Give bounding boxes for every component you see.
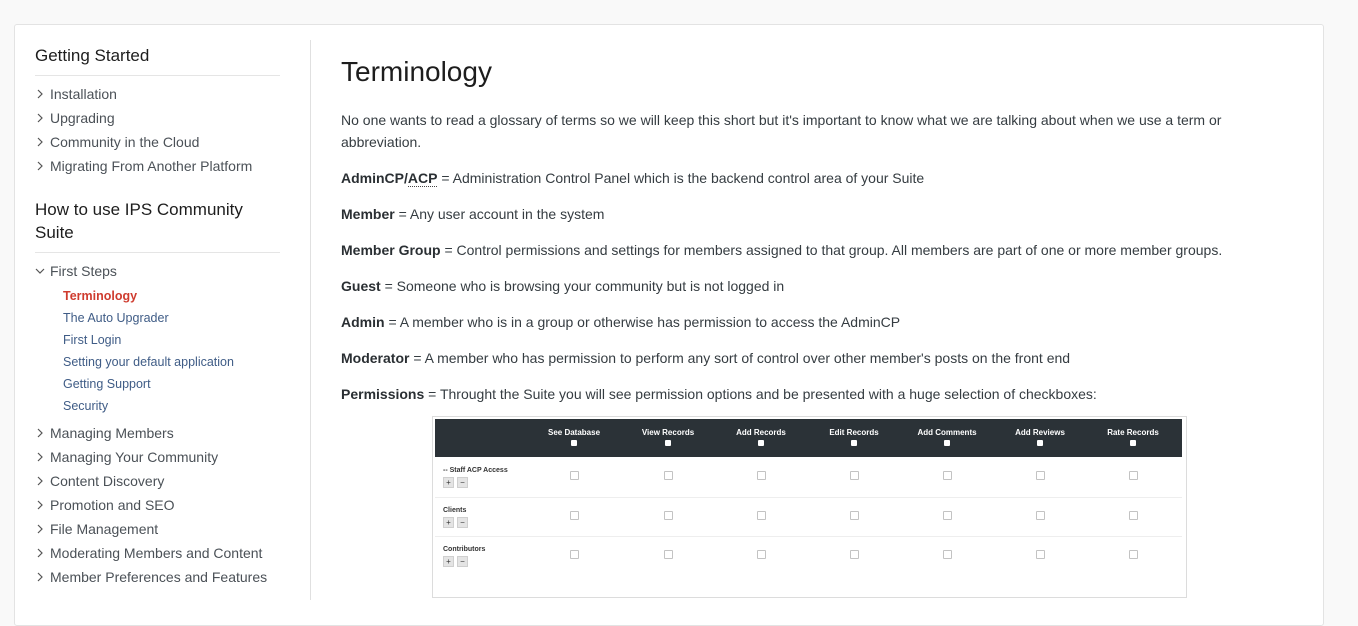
page-title: Terminology <box>341 56 492 87</box>
sidebar-item-label: First Steps <box>50 263 117 279</box>
permission-column-header <box>902 428 992 446</box>
term-name: Member Group <box>341 242 441 258</box>
sidebar-item-label: Migrating From Another Platform <box>50 158 253 174</box>
permission-row-label: -- Staff ACP Access <box>443 467 508 474</box>
term-definition: = Someone who is browsing your community but is not logged in <box>380 278 785 294</box>
chevron-right-icon <box>34 154 46 178</box>
row-select-all-button[interactable]: + <box>443 556 454 567</box>
row-deselect-all-button[interactable]: − <box>457 556 468 567</box>
permission-checkbox[interactable] <box>757 511 766 520</box>
sidebar-item-community-cloud[interactable] <box>50 130 280 154</box>
term-name: Member <box>341 206 395 222</box>
permission-checkbox[interactable] <box>850 550 859 559</box>
term-definition: = A member who is in a group or otherwise has permission to access the AdminCP <box>384 314 901 330</box>
sidebar-subitem-security[interactable]: Security <box>63 399 109 413</box>
permission-column-label: Add Records <box>736 428 786 437</box>
permission-matrix-image <box>432 416 1187 598</box>
permission-checkbox[interactable] <box>1036 471 1045 480</box>
sidebar-subitem-first-login[interactable]: First Login <box>63 333 122 347</box>
first-steps-sublist <box>50 283 280 421</box>
permission-checkbox[interactable] <box>664 471 673 480</box>
permission-row-label: Clients <box>443 507 467 514</box>
permission-checkbox[interactable] <box>570 471 579 480</box>
permission-checkbox[interactable] <box>1129 511 1138 520</box>
term-member-group <box>341 239 1241 261</box>
sidebar-item-label: File Management <box>50 521 159 537</box>
intro-paragraph: No one wants to read a glossary of terms so we will keep this short but it's important to know what we are talking about when we use a term or abbreviation. <box>341 112 1222 150</box>
permission-checkbox[interactable] <box>664 511 673 520</box>
permission-checkbox[interactable] <box>1129 471 1138 480</box>
term-name <box>341 170 437 187</box>
sidebar-item-managing-community[interactable] <box>50 445 280 469</box>
permission-row-label: Contributors <box>443 546 486 553</box>
sidebar-subitem-auto-upgrader[interactable]: The Auto Upgrader <box>63 311 169 325</box>
sidebar-nav <box>35 44 280 589</box>
sidebar-item-label: Moderating Members and Content <box>50 545 263 561</box>
sidebar-item-upgrading[interactable] <box>50 106 280 130</box>
sidebar-item-label: Promotion and SEO <box>50 497 175 513</box>
column-select-all-checkbox[interactable] <box>851 440 857 446</box>
term-guest <box>341 275 1241 297</box>
permission-checkbox[interactable] <box>943 550 952 559</box>
sidebar-item-label: Managing Your Community <box>50 449 219 465</box>
permission-checkbox[interactable] <box>943 471 952 480</box>
column-select-all-checkbox[interactable] <box>665 440 671 446</box>
chevron-right-icon <box>34 493 46 517</box>
how-to-use-list <box>35 259 280 589</box>
permission-column-header <box>623 428 713 446</box>
row-deselect-all-button[interactable]: − <box>457 477 468 488</box>
chevron-right-icon <box>34 445 46 469</box>
permission-checkbox[interactable] <box>757 550 766 559</box>
chevron-right-icon <box>34 565 46 589</box>
permission-checkbox[interactable] <box>570 550 579 559</box>
sidebar-item-installation[interactable] <box>50 82 280 106</box>
permission-checkbox[interactable] <box>570 511 579 520</box>
permission-checkbox[interactable] <box>1129 550 1138 559</box>
row-select-all-button[interactable]: + <box>443 477 454 488</box>
chevron-right-icon <box>34 130 46 154</box>
chevron-down-icon <box>34 259 46 283</box>
sidebar-item-label: Managing Members <box>50 425 174 441</box>
permission-column-header <box>809 428 899 446</box>
sidebar-item-label: Upgrading <box>50 110 115 126</box>
chevron-right-icon <box>34 82 46 106</box>
column-select-all-checkbox[interactable] <box>1130 440 1136 446</box>
chevron-right-icon <box>34 469 46 493</box>
permission-checkbox[interactable] <box>850 471 859 480</box>
article-content <box>341 52 1241 419</box>
row-separator <box>435 536 1182 537</box>
term-name: Permissions <box>341 386 425 402</box>
term-name: Guest <box>341 278 381 294</box>
permission-column-label: View Records <box>641 428 695 437</box>
chevron-right-icon <box>34 541 46 565</box>
term-definition: = Administration Control Panel which is the backend control area of your Suite <box>437 170 925 186</box>
permission-checkbox[interactable] <box>1036 550 1045 559</box>
row-separator <box>435 497 1182 498</box>
sidebar-item-file-management[interactable] <box>50 517 280 541</box>
column-select-all-checkbox[interactable] <box>758 440 764 446</box>
row-toggle-buttons <box>443 556 468 567</box>
sidebar-subitem-default-application[interactable]: Setting your default application <box>63 355 234 369</box>
chevron-right-icon <box>34 421 46 445</box>
sidebar-item-label: Member Preferences and Features <box>50 569 268 585</box>
term-member <box>341 203 1241 225</box>
column-select-all-checkbox[interactable] <box>571 440 577 446</box>
getting-started-list <box>35 82 280 178</box>
term-name: Moderator <box>341 350 410 366</box>
sidebar-item-migrating[interactable] <box>50 154 280 178</box>
sidebar-item-promotion-seo[interactable] <box>50 493 280 517</box>
term-permissions <box>341 383 1241 405</box>
term-name: Admin <box>341 314 385 330</box>
term-name-part: AdminCP/ <box>341 170 408 186</box>
sidebar-item-member-preferences[interactable] <box>50 565 280 589</box>
permission-checkbox[interactable] <box>1036 511 1045 520</box>
permission-column-label: Edit Records <box>829 428 879 437</box>
sidebar-subitem-terminology[interactable]: Terminology <box>63 289 138 303</box>
permission-checkbox[interactable] <box>757 471 766 480</box>
permission-column-header <box>716 428 806 446</box>
term-definition: = Any user account in the system <box>394 206 605 222</box>
column-select-all-checkbox[interactable] <box>944 440 950 446</box>
term-definition: = A member who has permission to perform any sort of control over other member's posts on the front end <box>409 350 1071 366</box>
permission-checkbox[interactable] <box>850 511 859 520</box>
term-admin <box>341 311 1241 333</box>
term-moderator <box>341 347 1241 369</box>
abbr-acp: ACP <box>407 170 438 186</box>
permission-column-label: See Database <box>547 428 601 437</box>
permission-checkbox[interactable] <box>943 511 952 520</box>
sidebar-item-label: Content Discovery <box>50 473 165 489</box>
row-toggle-buttons <box>443 517 468 528</box>
sidebar-subitem-getting-support[interactable]: Getting Support <box>63 377 151 391</box>
permission-column-header <box>529 428 619 446</box>
permission-column-header <box>1088 428 1178 446</box>
term-definition: = Control permissions and settings for members assigned to that group. All members are part of one or more member groups. <box>440 242 1223 258</box>
sidebar-item-managing-members[interactable] <box>50 421 280 445</box>
sidebar-item-moderating[interactable] <box>50 541 280 565</box>
sidebar-item-content-discovery[interactable] <box>50 469 280 493</box>
permission-column-label: Add Reviews <box>1015 428 1065 437</box>
term-admincp <box>341 167 1241 189</box>
row-deselect-all-button[interactable]: − <box>457 517 468 528</box>
term-definition: = Throught the Suite you will see permission options and be presented with a huge selection of checkboxes: <box>424 386 1097 402</box>
chevron-right-icon <box>34 106 46 130</box>
sidebar-item-label: Installation <box>50 86 117 102</box>
permission-checkbox[interactable] <box>664 550 673 559</box>
chevron-right-icon <box>34 517 46 541</box>
column-select-all-checkbox[interactable] <box>1037 440 1043 446</box>
permission-column-header <box>995 428 1085 446</box>
row-toggle-buttons <box>443 477 468 488</box>
section-title-getting-started: Getting Started <box>35 44 280 76</box>
sidebar-item-first-steps[interactable] <box>50 259 280 283</box>
sidebar-item-label: Community in the Cloud <box>50 134 200 150</box>
permission-column-label: Rate Records <box>1107 428 1159 437</box>
permission-column-label: Add Comments <box>917 428 977 437</box>
section-title-how-to-use: How to use IPS Community Suite <box>35 198 280 253</box>
row-select-all-button[interactable]: + <box>443 517 454 528</box>
sidebar-divider <box>310 40 311 600</box>
